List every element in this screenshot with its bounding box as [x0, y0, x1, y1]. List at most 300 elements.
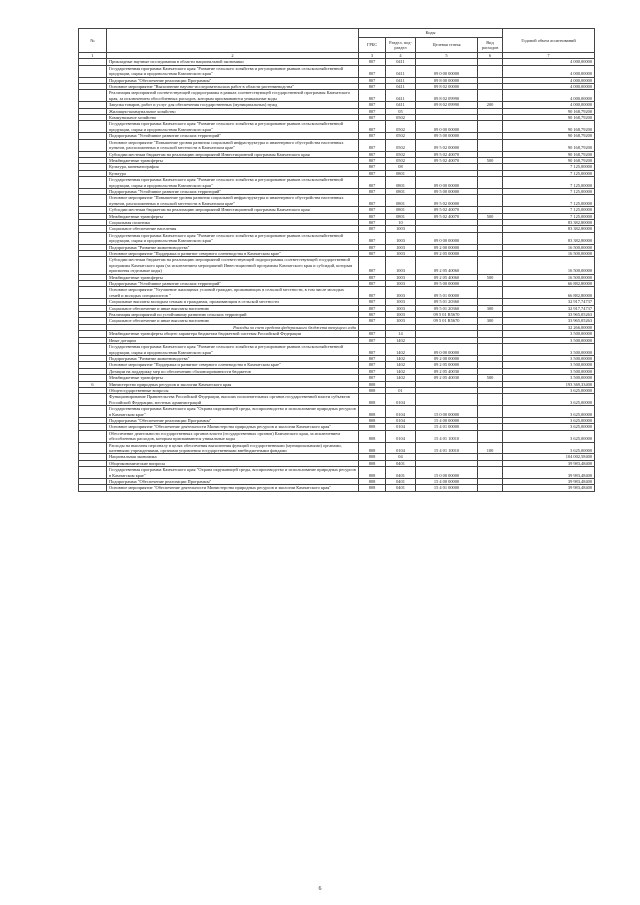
- row-name: Социальное обеспечение и иные выплаты населению: [107, 305, 359, 311]
- row-section: 0801: [386, 213, 416, 219]
- row-grbs: 808: [359, 424, 386, 430]
- row-name: Основное мероприятие "Поддержка и развитие северного оленеводства в Камчатском крае": [107, 251, 359, 257]
- row-name: Основное мероприятие "Поддержка и развитие северного оленеводства в Камчатском крае": [107, 362, 359, 368]
- row-section: 0502: [386, 157, 416, 163]
- column-index: 4: [386, 53, 416, 59]
- row-amount: 3 625,00000: [503, 430, 595, 442]
- row-target-article: 09 5 00 00000: [416, 133, 478, 139]
- row-grbs: 808: [359, 394, 386, 406]
- budget-table: [78, 28, 595, 492]
- row-amount: 66 882,80000: [503, 281, 595, 287]
- row-name: Расходы за счет средств федерального бюджета текущего года: [107, 324, 359, 330]
- column-index: 6: [478, 53, 503, 59]
- row-target-article: 09 5 00 00000: [416, 281, 478, 287]
- row-name: Основное мероприятие "Улучшение жилищных условий граждан, проживающих в сельской местности, в том числе молодых семей и молодых специалистов ": [107, 287, 359, 299]
- row-name: Культура: [107, 170, 359, 176]
- row-amount: 32 917,74737: [503, 305, 595, 311]
- row-expense-type: 100: [478, 442, 503, 454]
- row-amount: 7 125,00000: [503, 195, 595, 207]
- row-section: 0104: [386, 394, 416, 406]
- row-number: [79, 442, 107, 454]
- row-amount: 3 500,00000: [503, 362, 595, 368]
- row-number: [79, 287, 107, 299]
- row-amount: 7 125,00000: [503, 207, 595, 213]
- row-grbs: 807: [359, 121, 386, 133]
- row-name: Межбюджетные трансферты: [107, 375, 359, 381]
- row-target-article: 09 5 01 R5670: [416, 312, 478, 318]
- row-amount: 3 625,00000: [503, 406, 595, 418]
- row-grbs: 808: [359, 442, 386, 454]
- row-amount: 16 500,00000: [503, 244, 595, 250]
- row-number: [79, 177, 107, 189]
- row-name: Социальное обеспечение и иные выплаты населению: [107, 318, 359, 324]
- row-target-article: 09 5 00 00000: [416, 188, 478, 194]
- row-section: 0801: [386, 177, 416, 189]
- table-row: [79, 442, 595, 454]
- row-name: Коммунальное хозяйство: [107, 115, 359, 121]
- row-amount: 33 965,05263: [503, 318, 595, 324]
- table-row: [79, 344, 595, 356]
- row-name: Основное мероприятие "Обеспечение деятельности Министерства природных ресурсов и экологии Камчатского края": [107, 485, 359, 491]
- table-header-row: [79, 29, 595, 38]
- row-grbs: 807: [359, 257, 386, 274]
- row-number: [79, 90, 107, 102]
- row-target-article: 09 2 05 00000: [416, 362, 478, 368]
- row-amount: 39 983,48400: [503, 485, 595, 491]
- row-number: [79, 232, 107, 244]
- row-target-article: 09 5 02 40070: [416, 151, 478, 157]
- row-section: 0411: [386, 90, 416, 102]
- row-section: 14: [386, 331, 416, 337]
- row-number: [79, 485, 107, 491]
- row-name: Общеэкономические вопросы: [107, 460, 359, 466]
- column-index: 7: [503, 53, 595, 59]
- row-section: 1402: [386, 362, 416, 368]
- row-name: Функционирование Правительства Российской Федерации, высших исполнительных органов государственной власти субъектов Российской Федерации, местных администраций: [107, 394, 359, 406]
- row-name: Подпрограмма "Устойчивое развитие сельских территорий": [107, 133, 359, 139]
- table-row: [79, 195, 595, 207]
- row-expense-type: [478, 406, 503, 418]
- page-number: 6: [318, 886, 322, 892]
- row-target-article: 15 4 01 10010: [416, 430, 478, 442]
- row-name: Культура, кинематография: [107, 164, 359, 170]
- row-amount: 4 000,00000: [503, 102, 595, 108]
- row-section: 1402: [386, 355, 416, 361]
- row-name: Субсидии местным бюджетам на реализацию мероприятий Инвестиционной программы Камчатского края: [107, 207, 359, 213]
- table-row: [79, 232, 595, 244]
- table-row: [79, 485, 595, 491]
- table-row: [79, 65, 595, 77]
- row-grbs: 807: [359, 65, 386, 77]
- row-name: Расходы на выплаты персоналу в целях обеспечения выполнения функций государственными (муниципальными) органами, казенными учреждениями, органами управления государственными внебюджетными фондами: [107, 442, 359, 454]
- row-grbs: 807: [359, 219, 386, 225]
- row-amount: 4 000,00000: [503, 90, 595, 102]
- row-name: Государственная программа Камчатского края "Охрана окружающей среды, воспроизводство и использование природных ресурсов в Камчатском крае": [107, 406, 359, 418]
- row-target-article: 09 5 01 20360: [416, 299, 478, 305]
- header-name: [107, 29, 359, 53]
- row-grbs: 808: [359, 430, 386, 442]
- row-amount: 7 125,00000: [503, 177, 595, 189]
- row-target-article: 09 8 02 09990: [416, 102, 478, 108]
- row-name: Социальное обеспечение населения: [107, 226, 359, 232]
- row-section: 1003: [386, 226, 416, 232]
- row-name: Жилищно-коммунальное хозяйство: [107, 108, 359, 114]
- row-target-article: 09 0 00 00000: [416, 121, 478, 133]
- row-section: 1003: [386, 244, 416, 250]
- row-name: Межбюджетные трансферты: [107, 274, 359, 280]
- row-grbs: 807: [359, 108, 386, 114]
- row-amount: 66 882,80000: [503, 287, 595, 299]
- row-grbs: 807: [359, 164, 386, 170]
- row-section: 0401: [386, 460, 416, 466]
- row-section: 0801: [386, 195, 416, 207]
- row-grbs: 807: [359, 133, 386, 139]
- row-section: 1402: [386, 368, 416, 374]
- row-amount: 3 625,00000: [503, 442, 595, 454]
- row-number: [79, 257, 107, 274]
- row-section: 0502: [386, 139, 416, 151]
- row-expense-type: 200: [478, 102, 503, 108]
- row-grbs: 807: [359, 59, 386, 65]
- row-amount: 32 917,74737: [503, 299, 595, 305]
- row-section: 0502: [386, 121, 416, 133]
- row-section: 1402: [386, 344, 416, 356]
- row-grbs: 807: [359, 139, 386, 151]
- row-amount: 90 168,79200: [503, 121, 595, 133]
- row-amount: 90 168,79200: [503, 157, 595, 163]
- row-target-article: 09 0 00 00000: [416, 65, 478, 77]
- row-amount: 3 500,00000: [503, 375, 595, 381]
- row-expense-type: [478, 257, 503, 274]
- row-target-article: 09 2 00 00000: [416, 244, 478, 250]
- row-section: 0411: [386, 77, 416, 83]
- row-expense-type: [478, 232, 503, 244]
- row-target-article: 09 5 01 20360: [416, 305, 478, 311]
- row-grbs: 808: [359, 460, 386, 466]
- row-amount: 32 266,00000: [503, 324, 595, 330]
- row-target-article: [416, 394, 478, 406]
- row-expense-type: [478, 65, 503, 77]
- row-name: Подпрограмма "Устойчивое развитие сельских территорий": [107, 281, 359, 287]
- row-target-article: 09 2 05 40030: [416, 368, 478, 374]
- row-grbs: 807: [359, 170, 386, 176]
- header-number: №: [79, 29, 107, 53]
- row-section: 0104: [386, 442, 416, 454]
- row-expense-type: [478, 139, 503, 151]
- row-amount: 4 000,00000: [503, 65, 595, 77]
- row-name: Государственная программа Камчатского края "Развитие сельского хозяйства и регулирование рынков сельскохозяйственной продукции, сырья и продовольствия Камчатского края": [107, 232, 359, 244]
- row-section: 1003: [386, 281, 416, 287]
- row-name: Социальные выплаты молодым семьям и гражданам, проживающим в сельской местности: [107, 299, 359, 305]
- row-name: Обеспечение деятельности государственных органов власти (государственных органов) Камчатского края, за исключением обособленных расходов, которым присваиваются уникальные коды: [107, 430, 359, 442]
- row-expense-type: [478, 430, 503, 442]
- row-amount: 7 125,00000: [503, 170, 595, 176]
- row-target-article: 09 5 02 40070: [416, 207, 478, 213]
- row-number: [79, 467, 107, 479]
- row-expense-type: 500: [478, 375, 503, 381]
- row-target-article: 15 0 00 00000: [416, 406, 478, 418]
- row-name: Основное мероприятие "Обеспечение деятельности Министерства природных ресурсов и экологии Камчатского края": [107, 424, 359, 430]
- row-grbs: 808: [359, 381, 386, 387]
- row-grbs: 807: [359, 287, 386, 299]
- row-name: Реализация мероприятий по устойчивому развитию сельских территорий: [107, 312, 359, 318]
- row-grbs: 807: [359, 157, 386, 163]
- row-number: [79, 139, 107, 151]
- row-target-article: 09 5 02 00000: [416, 195, 478, 207]
- row-amount: 4 000,00000: [503, 77, 595, 83]
- table-row: [79, 406, 595, 418]
- row-section: 0502: [386, 133, 416, 139]
- row-expense-type: 500: [478, 213, 503, 219]
- row-amount: 3 500,00000: [503, 337, 595, 343]
- row-grbs: 807: [359, 177, 386, 189]
- column-index: 5: [416, 53, 478, 59]
- header-target-article: Целевая статья: [416, 38, 478, 53]
- row-section: 0401: [386, 467, 416, 479]
- row-section: 1003: [386, 318, 416, 324]
- row-amount: 104 002,58400: [503, 454, 595, 460]
- row-amount: 16 500,00000: [503, 251, 595, 257]
- row-grbs: 807: [359, 312, 386, 318]
- row-section: 0801: [386, 207, 416, 213]
- row-name: Подпрограмма "Развитие животноводства": [107, 355, 359, 361]
- row-section: 0801: [386, 188, 416, 194]
- row-expense-type: [478, 177, 503, 189]
- row-number: [79, 344, 107, 356]
- row-section: 0502: [386, 151, 416, 157]
- row-expense-type: [478, 287, 503, 299]
- row-expense-type: [478, 121, 503, 133]
- row-section: 04: [386, 454, 416, 460]
- table-row: [79, 257, 595, 274]
- row-section: 0411: [386, 59, 416, 65]
- row-amount: 3 500,00000: [503, 331, 595, 337]
- row-name: Основное мероприятие "Повышение уровня развития социальной инфраструктуры и инженерного обустройства населенных пунктов, расположенных в сельской местности в Камчатском крае": [107, 195, 359, 207]
- row-section: 1003: [386, 257, 416, 274]
- row-target-article: 09 5 01 00000: [416, 287, 478, 299]
- budget-rows: [79, 59, 595, 491]
- row-section: 1003: [386, 274, 416, 280]
- row-expense-type: 500: [478, 274, 503, 280]
- row-grbs: 808: [359, 467, 386, 479]
- column-index: 2: [107, 53, 359, 59]
- table-row: [79, 139, 595, 151]
- row-name: Межбюджетные трансферты: [107, 213, 359, 219]
- row-section: 01: [386, 387, 416, 393]
- row-section: 0104: [386, 417, 416, 423]
- row-target-article: 09 8 02 00000: [416, 84, 478, 90]
- header-amount: Годовой объем ассигнований: [503, 29, 595, 53]
- row-grbs: 807: [359, 226, 386, 232]
- row-amount: 90 168,79200: [503, 115, 595, 121]
- row-grbs: 807: [359, 244, 386, 250]
- row-amount: 39 983,48400: [503, 479, 595, 485]
- row-grbs: 807: [359, 102, 386, 108]
- row-grbs: 807: [359, 90, 386, 102]
- row-amount: 90 168,79200: [503, 108, 595, 114]
- row-target-article: 09 2 05 40030: [416, 375, 478, 381]
- row-amount: 33 965,05263: [503, 312, 595, 318]
- row-grbs: 807: [359, 232, 386, 244]
- row-section: 0104: [386, 424, 416, 430]
- row-name: Подпрограмма "Устойчивое развитие сельских территорий": [107, 188, 359, 194]
- row-section: 0502: [386, 115, 416, 121]
- row-expense-type: 300: [478, 305, 503, 311]
- row-amount: 90 168,79200: [503, 133, 595, 139]
- row-name: Подпрограмма "Развитие животноводства": [107, 244, 359, 250]
- row-amount: 83 382,80000: [503, 226, 595, 232]
- row-target-article: 15 4 00 00000: [416, 417, 478, 423]
- row-target-article: 09 8 00 00000: [416, 77, 478, 83]
- row-name: Дотации на поддержку мер по обеспечению сбалансированности бюджетов: [107, 368, 359, 374]
- row-name: Государственная программа Камчатского края "Развитие сельского хозяйства и регулирование рынков сельскохозяйственной продукции, сырья и продовольствия Камчатского края": [107, 177, 359, 189]
- row-name: Государственная программа Камчатского края "Развитие сельского хозяйства и регулирование рынков сельскохозяйственной продукции, сырья и продовольствия Камчатского края": [107, 344, 359, 356]
- row-expense-type: [478, 467, 503, 479]
- row-grbs: 807: [359, 344, 386, 356]
- table-row: [79, 287, 595, 299]
- row-grbs: 808: [359, 485, 386, 491]
- row-target-article: 09 0 00 00000: [416, 177, 478, 189]
- row-amount: 193 369,33400: [503, 381, 595, 387]
- row-grbs: 807: [359, 77, 386, 83]
- row-amount: 7 125,00000: [503, 188, 595, 194]
- row-amount: 16 500,00000: [503, 274, 595, 280]
- row-section: 1003: [386, 305, 416, 311]
- row-number: [79, 121, 107, 133]
- row-grbs: 808: [359, 454, 386, 460]
- row-number: [79, 65, 107, 77]
- row-number: [79, 195, 107, 207]
- row-name: Государственная программа Камчатского края "Охрана окружающей среды, воспроизводство и использование природных ресурсов в Камчатском крае": [107, 467, 359, 479]
- row-amount: 90 168,79200: [503, 139, 595, 151]
- header-codes-group: Коды: [359, 29, 503, 38]
- row-grbs: 807: [359, 368, 386, 374]
- row-name: Основное мероприятие "Повышение уровня развития социальной инфраструктуры и инженерного обустройства населенных пунктов, расположенных в сельской местности в Камчатском крае": [107, 139, 359, 151]
- row-target-article: 15 4 01 00000: [416, 485, 478, 491]
- row-section: 05: [386, 108, 416, 114]
- row-target-article: 09 2 05 40060: [416, 257, 478, 274]
- row-amount: 39 983,48400: [503, 460, 595, 466]
- row-section: 0801: [386, 170, 416, 176]
- row-grbs: 808: [359, 417, 386, 423]
- row-target-article: 15 0 00 00000: [416, 467, 478, 479]
- row-grbs: 807: [359, 188, 386, 194]
- row-section: 1402: [386, 337, 416, 343]
- row-name: Подпрограмма "Обеспечение реализации Программы": [107, 77, 359, 83]
- row-section: 0401: [386, 479, 416, 485]
- table-row: [79, 430, 595, 442]
- row-grbs: 807: [359, 362, 386, 368]
- row-number: 6: [79, 381, 107, 387]
- header-grbs: ГРБС: [359, 38, 386, 53]
- row-target-article: 09 0 00 00000: [416, 232, 478, 244]
- row-expense-type: [478, 195, 503, 207]
- row-name: Подпрограмма "Обеспечение реализации Программы": [107, 479, 359, 485]
- row-target-article: 09 2 05 00000: [416, 251, 478, 257]
- row-amount: 3 625,00000: [503, 394, 595, 406]
- row-section: 1003: [386, 251, 416, 257]
- row-grbs: 807: [359, 355, 386, 361]
- row-name: Национальная экономика: [107, 454, 359, 460]
- row-section: 0411: [386, 84, 416, 90]
- row-grbs: 807: [359, 331, 386, 337]
- row-expense-type: 300: [478, 318, 503, 324]
- row-section: 0411: [386, 65, 416, 77]
- row-target-article: 09 5 02 00000: [416, 139, 478, 151]
- row-name: Социальная политика: [107, 219, 359, 225]
- row-grbs: 807: [359, 195, 386, 207]
- row-amount: 83 382,80000: [503, 232, 595, 244]
- row-name: Субсидии местным бюджетам на реализацию мероприятий соответствующей подпрограммы соответствующей государственной программы Камчатского края (за исключением мероприятий Инвестиционной программы Камчатского края и субсидий, которым присвоены отдельные коды): [107, 257, 359, 274]
- row-amount: 39 983,48400: [503, 467, 595, 479]
- row-section: 1003: [386, 299, 416, 305]
- row-number: [79, 394, 107, 406]
- row-target-article: 09 2 00 00000: [416, 355, 478, 361]
- row-section: 1003: [386, 232, 416, 244]
- row-grbs: 807: [359, 251, 386, 257]
- row-grbs: 807: [359, 274, 386, 280]
- row-name: Подпрограмма "Обеспечение реализации Программы": [107, 417, 359, 423]
- header-section: Раздел, под-раздел: [386, 38, 416, 53]
- row-section: 10: [386, 219, 416, 225]
- row-target-article: 09 0 00 00000: [416, 344, 478, 356]
- row-amount: 3 625,00000: [503, 417, 595, 423]
- row-target-article: 09 2 05 40060: [416, 274, 478, 280]
- row-expense-type: 500: [478, 157, 503, 163]
- row-grbs: 807: [359, 305, 386, 311]
- row-name: Реализация мероприятий соответствующей подпрограммы в рамках соответствующей государственной программы Камчатского края, за исключением обособленных расходов, которым присваиваются уникальные коды: [107, 90, 359, 102]
- row-amount: 3 625,00000: [503, 387, 595, 393]
- row-target-article: 09 8 02 09990: [416, 90, 478, 102]
- row-section: 1003: [386, 312, 416, 318]
- row-name: Закупка товаров, работ и услуг для обеспечения государственных (муниципальных) нужд: [107, 102, 359, 108]
- row-name: Субсидии местным бюджетам на реализацию мероприятий Инвестиционной программы Камчатского края: [107, 151, 359, 157]
- row-name: Прикладные научные исследования в области национальной экономики: [107, 59, 359, 65]
- row-expense-type: [478, 485, 503, 491]
- row-expense-type: [478, 394, 503, 406]
- row-number: [79, 430, 107, 442]
- row-amount: 3 500,00000: [503, 368, 595, 374]
- row-section: 1003: [386, 287, 416, 299]
- row-expense-type: [478, 344, 503, 356]
- row-target-article: 09 5 02 40070: [416, 157, 478, 163]
- row-section: 08: [386, 164, 416, 170]
- row-section: 0411: [386, 102, 416, 108]
- row-section: 0104: [386, 406, 416, 418]
- row-grbs: 807: [359, 375, 386, 381]
- row-grbs: 807: [359, 318, 386, 324]
- row-grbs: 807: [359, 337, 386, 343]
- row-name: Государственная программа Камчатского края "Развитие сельского хозяйства и регулирование рынков сельскохозяйственной продукции, сырья и продовольствия Камчатского края": [107, 65, 359, 77]
- row-amount: 16 500,00000: [503, 257, 595, 274]
- row-expense-type: [478, 90, 503, 102]
- row-amount: 3 500,00000: [503, 355, 595, 361]
- row-target-article: 15 4 01 10010: [416, 442, 478, 454]
- row-grbs: 808: [359, 479, 386, 485]
- row-section: 0104: [386, 430, 416, 442]
- row-amount: 4 000,00000: [503, 59, 595, 65]
- table-row: [79, 177, 595, 189]
- row-amount: 3 625,00000: [503, 424, 595, 430]
- row-grbs: 807: [359, 207, 386, 213]
- row-amount: 90 168,79200: [503, 151, 595, 157]
- row-grbs: 807: [359, 84, 386, 90]
- row-grbs: 807: [359, 299, 386, 305]
- table-row: [79, 121, 595, 133]
- row-name: Министерство природных ресурсов и экологии Камчатского края: [107, 381, 359, 387]
- row-grbs: 807: [359, 281, 386, 287]
- row-amount: 83 382,80000: [503, 219, 595, 225]
